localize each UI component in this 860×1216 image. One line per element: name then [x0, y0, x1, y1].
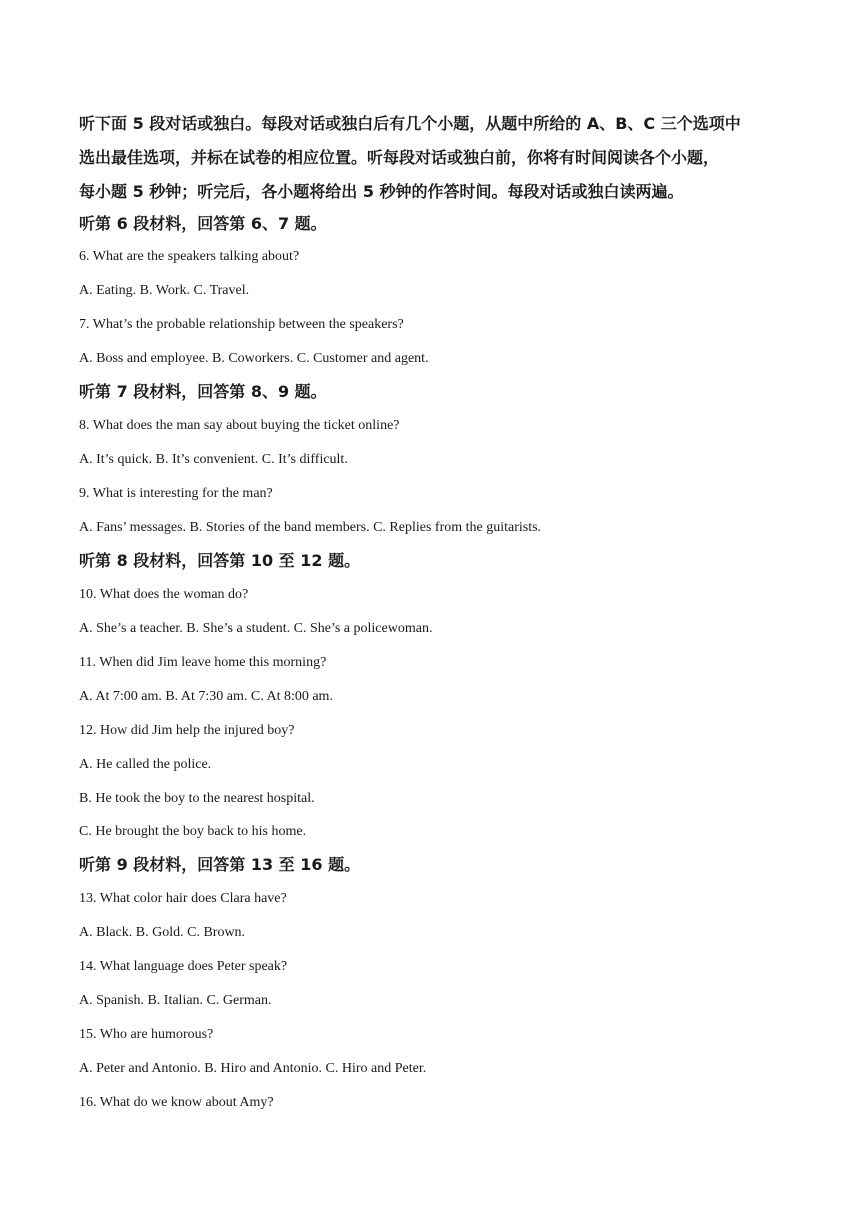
answer-options: A. Eating. B. Work. C. Travel.	[79, 283, 250, 298]
question-text: 10. What does the woman do?	[79, 587, 249, 602]
answer-options: A. He called the police.	[79, 757, 212, 772]
answer-options: A. It’s quick. B. It’s convenient. C. It’s difficult.	[79, 452, 348, 467]
answer-options: A. Boss and employee. B. Coworkers. C. Customer and agent.	[79, 351, 429, 366]
section-heading: 听第 6 段材料，回答第 6、7 题。	[79, 214, 327, 233]
question-text: 16. What do we know about Amy?	[79, 1095, 274, 1110]
answer-options: A. Fans’ messages. B. Stories of the band members. C. Replies from the guitarists.	[79, 520, 542, 535]
answer-options: A. She’s a teacher. B. She’s a student. C. She’s a policewoman.	[79, 621, 433, 636]
section-heading: 听第 8 段材料，回答第 10 至 12 题。	[79, 551, 361, 570]
question-text: 13. What color hair does Clara have?	[79, 891, 287, 906]
question-text: 9. What is interesting for the man?	[79, 486, 273, 501]
question-text: 14. What language does Peter speak?	[79, 959, 288, 974]
answer-options: A. Peter and Antonio. B. Hiro and Antonio. C. Hiro and Peter.	[79, 1061, 427, 1076]
question-text: 15. Who are humorous?	[79, 1027, 214, 1042]
instructions	[79, 107, 791, 209]
instructions-line: 每小题 5 秒钟；听完后，各小题将给出 5 秒钟的作答时间。每段对话或独白读两遍。	[79, 182, 684, 201]
question-text: 7. What’s the probable relationship between the speakers?	[79, 317, 404, 332]
answer-options: A. Spanish. B. Italian. C. German.	[79, 993, 272, 1008]
instructions-line: 听下面 5 段对话或独白。每段对话或独白后有几个小题，从题中所给的 A、B、C 三个选项中	[79, 114, 741, 133]
question-text: 11. When did Jim leave home this morning?	[79, 655, 327, 670]
answer-options: A. Black. B. Gold. C. Brown.	[79, 925, 246, 940]
section-heading: 听第 9 段材料，回答第 13 至 16 题。	[79, 855, 361, 874]
question-text: 12. How did Jim help the injured boy?	[79, 723, 295, 738]
answer-options: C. He brought the boy back to his home.	[79, 824, 307, 839]
answer-options: B. He took the boy to the nearest hospital.	[79, 791, 315, 806]
question-text: 8. What does the man say about buying the ticket online?	[79, 418, 400, 433]
answer-options: A. At 7:00 am. B. At 7:30 am. C. At 8:00 am.	[79, 689, 333, 704]
section-heading: 听第 7 段材料，回答第 8、9 题。	[79, 382, 327, 401]
instructions-line: 选出最佳选项，并标在试卷的相应位置。听每段对话或独白前，你将有时间阅读各个小题，	[79, 148, 720, 167]
question-text: 6. What are the speakers talking about?	[79, 249, 300, 264]
